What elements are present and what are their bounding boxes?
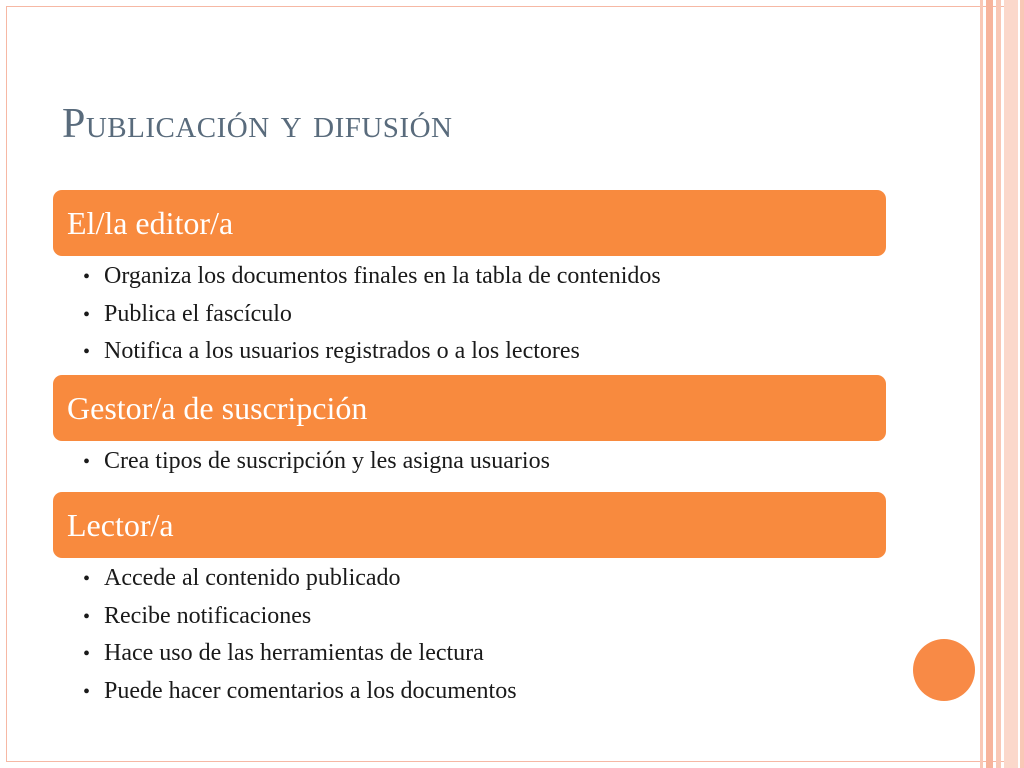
bullet-icon: • [83, 643, 91, 665]
bullet-item [53, 301, 886, 339]
bullet-text: Notifica a los usuarios registrados o a los lectores [104, 338, 580, 364]
bullet-icon: • [83, 303, 91, 326]
bullet-item [53, 448, 886, 486]
bullet-list [53, 558, 886, 715]
section-header [53, 190, 886, 256]
bullet-item [53, 263, 886, 301]
bullet-item [53, 603, 886, 641]
bullet-text: Crea tipos de suscripción y les asigna usuarios [104, 448, 550, 474]
section-header [53, 492, 886, 558]
section-header-label: Gestor/a de suscripción [67, 389, 368, 426]
section-header-label: Lector/a [67, 506, 174, 543]
bullet-text: Organiza los documentos finales en la tabla de contenidos [104, 263, 661, 289]
decorative-stripe [1020, 0, 1024, 768]
bullet-icon: • [83, 266, 91, 288]
bullet-text: Hace uso de las herramientas de lectura [104, 640, 484, 666]
section-editor [53, 190, 886, 376]
section-header [53, 375, 886, 441]
bullet-text: Puede hacer comentarios a los documentos [104, 677, 517, 704]
bullet-text: Accede al contenido publicado [104, 565, 401, 591]
decorative-stripe [996, 0, 1001, 768]
bullet-icon: • [83, 451, 91, 473]
decorative-stripe [1004, 0, 1018, 768]
section-header-label: El/la editor/a [67, 204, 234, 241]
bullet-item [53, 338, 886, 376]
bullet-item [53, 565, 886, 603]
bullet-text: Recibe notificaciones [104, 602, 312, 629]
decorative-stripe [986, 0, 993, 768]
bullet-item [53, 678, 886, 716]
section-reader [53, 492, 886, 715]
bullet-item [53, 640, 886, 678]
bullet-icon: • [83, 341, 91, 363]
bullet-text: Publica el fascículo [104, 300, 292, 327]
bullet-list [53, 256, 886, 376]
accent-circle [913, 639, 975, 701]
bullet-list [53, 441, 886, 486]
bullet-icon: • [83, 605, 91, 628]
section-subscription-manager [53, 375, 886, 486]
bullet-icon: • [83, 680, 91, 703]
slide-title: Publicación y difusión [62, 101, 453, 147]
decorative-stripe [980, 0, 983, 768]
bullet-icon: • [83, 568, 91, 590]
